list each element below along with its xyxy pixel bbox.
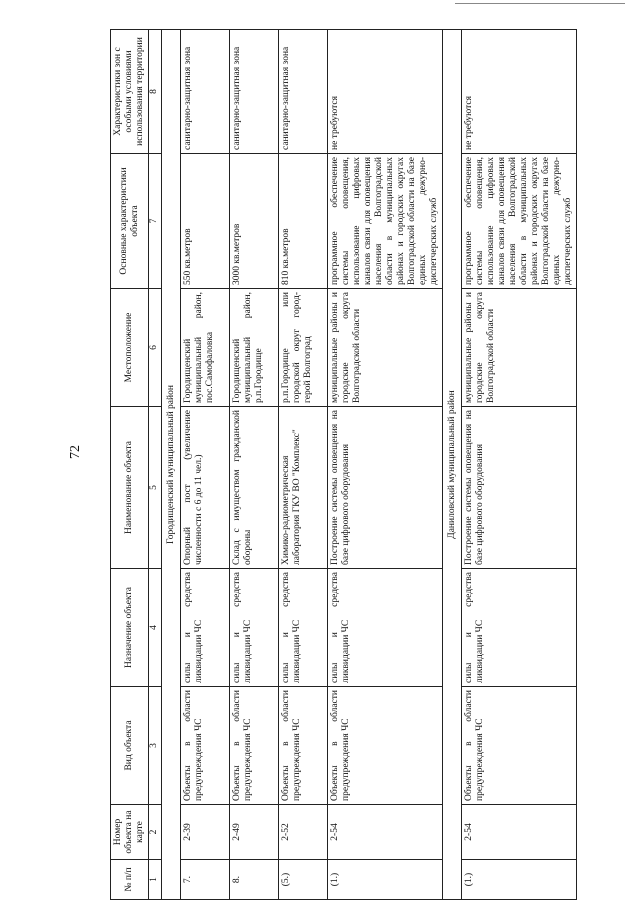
header-cell: Вид объекта	[111, 687, 149, 805]
section-heading-row	[443, 30, 462, 900]
header-cell: Местоположение	[111, 289, 149, 407]
object-purpose: силы и средства ликвидации ЧС	[328, 569, 443, 687]
object-location: Городищенский муниципальный район, р.п.Городище	[230, 289, 279, 407]
header-row	[111, 30, 149, 900]
section-heading: Даниловский муниципальный район	[443, 30, 462, 900]
object-purpose: силы и средства ликвидации ЧС	[279, 569, 328, 687]
table-row	[279, 30, 328, 900]
column-number: 3	[149, 687, 162, 805]
zone-characteristics: санитарно-защитная зона	[230, 30, 279, 154]
rotated-table-sheet	[110, 30, 635, 900]
object-type: Объекты в области предупреждения ЧС	[181, 687, 230, 805]
table-row	[230, 30, 279, 900]
column-number: 2	[149, 805, 162, 860]
object-location: р.п.Городище или городской округ город-герой Волгоград	[279, 289, 328, 407]
object-name: Построение системы оповещения на базе цифрового оборудования	[462, 407, 577, 569]
zone-characteristics: не требуются	[328, 30, 443, 154]
object-type: Объекты в области предупреждения ЧС	[279, 687, 328, 805]
object-purpose: силы и средства ликвидации ЧС	[462, 569, 577, 687]
header-cell: Основные характеристики объекта	[111, 154, 149, 289]
column-number: 8	[149, 30, 162, 154]
object-name: Построение системы оповещения на базе цифрового оборудования	[328, 407, 443, 569]
row-number: (5.)	[279, 860, 328, 900]
map-number: 2-54	[328, 805, 443, 860]
column-number: 1	[149, 860, 162, 900]
map-number: 2-39	[181, 805, 230, 860]
object-name: Склад с имуществом гражданской обороны	[230, 407, 279, 569]
table-row	[328, 30, 443, 900]
row-number: (1.)	[328, 860, 443, 900]
map-number: 2-54	[462, 805, 577, 860]
column-number: 7	[149, 154, 162, 289]
header-cell: Характеристики зон с особыми условиями использования территории	[111, 30, 149, 154]
object-characteristics: 550 кв.метров	[181, 154, 230, 289]
map-number: 2-49	[230, 805, 279, 860]
object-characteristics: программное обеспечение системы оповещения, использование цифровых каналов связи для оповещения населения Волгоградской области в муниципальных районах и городских округах Волгоградской области на базе единых дежурно-диспетчерских служб	[462, 154, 577, 289]
object-location: муниципальные районы и городские округа Волгоградской области	[328, 289, 443, 407]
object-characteristics: 3000 кв.метров	[230, 154, 279, 289]
top-rule	[455, 3, 625, 4]
object-characteristics: программное обеспечение системы оповещения, использование цифровых каналов связи для оповещения населения Волгоградской области в муниципальных районах и городских округах Волгоградской области на базе единых дежурно-диспетчерских служб	[328, 154, 443, 289]
table-row	[181, 30, 230, 900]
column-number: 4	[149, 569, 162, 687]
zone-characteristics: санитарно-защитная зона	[279, 30, 328, 154]
header-cell: Номер объекта на карте	[111, 805, 149, 860]
column-number: 5	[149, 407, 162, 569]
header-cell: Назначение объекта	[111, 569, 149, 687]
objects-table	[110, 29, 577, 900]
header-cell: № п/п	[111, 860, 149, 900]
object-type: Объекты в области предупреждения ЧС	[328, 687, 443, 805]
section-heading-row	[162, 30, 181, 900]
section-heading: Городищенский муниципальный район	[162, 30, 181, 900]
page-number: 72	[68, 445, 83, 459]
object-location: муниципальные районы и городские округа Волгоградской области	[462, 289, 577, 407]
object-type: Объекты в области предупреждения ЧС	[230, 687, 279, 805]
object-purpose: силы и средства ликвидации ЧС	[181, 569, 230, 687]
row-number: (1.)	[462, 860, 577, 900]
zone-characteristics: санитарно-защитная зона	[181, 30, 230, 154]
map-number: 2-52	[279, 805, 328, 860]
column-number-row	[149, 30, 162, 900]
zone-characteristics: не требуются	[462, 30, 577, 154]
object-location: Городищенский муниципальный район, пос.Самофаловка	[181, 289, 230, 407]
row-number: 8.	[230, 860, 279, 900]
header-cell: Наименование объекта	[111, 407, 149, 569]
table-row	[462, 30, 577, 900]
object-name: Химико-радиометрическая лаборатория ГКУ ВО "Комплекс"	[279, 407, 328, 569]
row-number: 7.	[181, 860, 230, 900]
column-number: 6	[149, 289, 162, 407]
object-purpose: силы и средства ликвидации ЧС	[230, 569, 279, 687]
object-type: Объекты в области предупреждения ЧС	[462, 687, 577, 805]
object-name: Опорный пост (увеличение численности с 6 до 11 чел.)	[181, 407, 230, 569]
object-characteristics: 810 кв.метров	[279, 154, 328, 289]
